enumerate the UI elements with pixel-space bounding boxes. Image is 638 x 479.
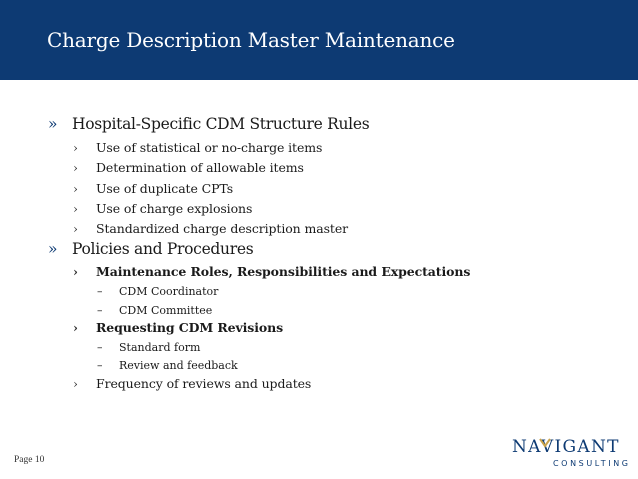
dash-marker: – [97,359,103,372]
sub-list-item [97,359,238,372]
list-item-label: Requesting CDM Revisions [96,320,284,335]
list-item-label: Use of duplicate CPTs [96,181,234,196]
bullet-marker: » [48,240,58,258]
sub-list-item-label: Review and feedback [119,359,238,372]
bullet-marker: › [73,320,78,335]
bullet-marker: › [73,221,78,236]
list-item [73,201,252,216]
bullet-marker: › [73,264,78,279]
page-number: Page 10 [14,455,45,465]
bullet-marker: › [73,181,78,196]
bullet-marker: › [73,201,78,216]
bullet-marker: › [73,160,78,175]
bullet-marker: › [73,140,78,155]
slide-title: Charge Description Master Maintenance [47,28,455,52]
sub-list-item [97,304,212,317]
list-item [73,221,348,236]
dash-marker: – [97,341,103,354]
list-item [73,264,470,279]
logo-chevron-icon [539,438,551,448]
navigant-logo [512,437,631,473]
list-item-label: Use of charge explosions [96,201,253,216]
list-item-label: Maintenance Roles, Responsibilities and Expectations [96,264,471,279]
bullet-marker: › [73,376,78,391]
bullet-marker: » [48,115,58,133]
section-label: Hospital-Specific CDM Structure Rules [72,115,370,133]
list-item [73,320,283,335]
list-item-label: Use of statistical or no-charge items [96,140,323,155]
dash-marker: – [97,285,103,298]
logo-subtitle: CONSULTING [553,459,631,468]
list-item [73,160,304,175]
section-heading [48,115,369,133]
list-item [73,140,322,155]
section-label: Policies and Procedures [72,240,254,258]
sub-list-item-label: CDM Committee [119,304,213,317]
list-item-label: Determination of allowable items [96,160,304,175]
sub-list-item [97,341,200,354]
list-item [73,181,233,196]
list-item [73,376,311,391]
section-heading [48,240,253,258]
sub-list-item-label: CDM Coordinator [119,285,219,298]
logo-wordmark: NAVIGANT [512,437,620,457]
sub-list-item-label: Standard form [119,341,201,354]
sub-list-item [97,285,218,298]
list-item-label: Standardized charge description master [96,221,349,236]
dash-marker: – [97,304,103,317]
list-item-label: Frequency of reviews and updates [96,376,312,391]
